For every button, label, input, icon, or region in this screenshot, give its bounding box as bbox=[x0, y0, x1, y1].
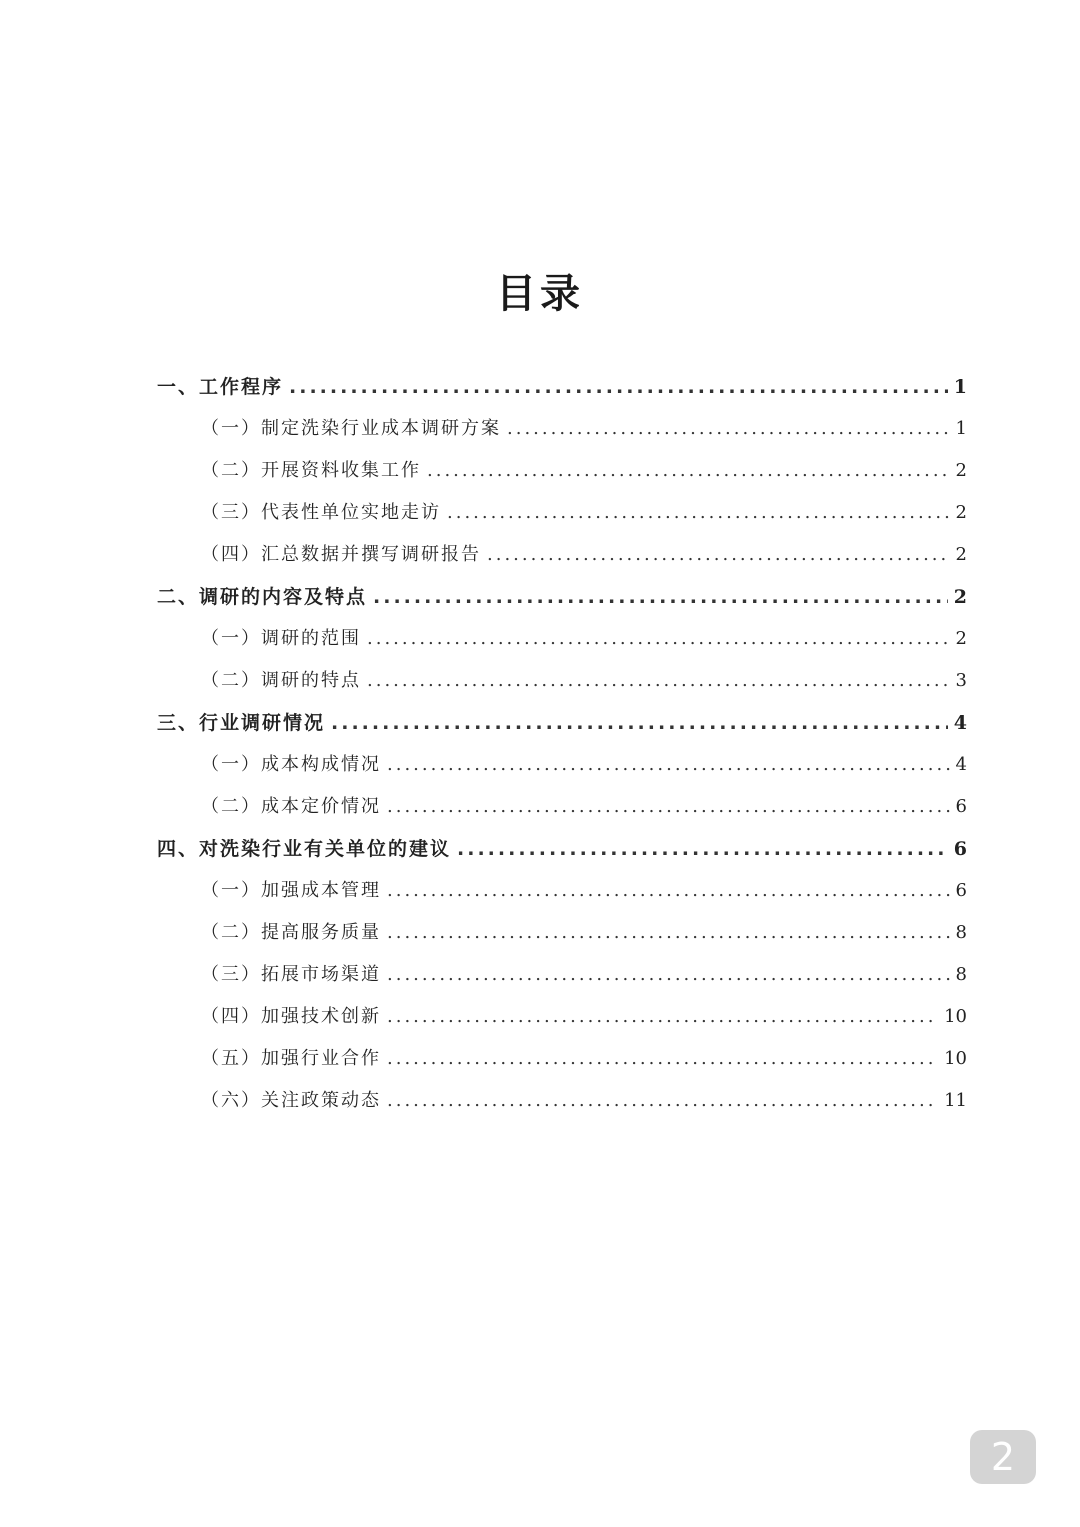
toc-entry-page: 2 bbox=[953, 586, 967, 608]
toc-entry-2-2[interactable] bbox=[157, 660, 967, 702]
toc-entry-4-3[interactable] bbox=[157, 954, 967, 996]
toc-entry-page: 6 bbox=[955, 880, 967, 901]
toc-entry-label: 四、对洗染行业有关单位的建议 bbox=[157, 838, 452, 860]
toc-entry-label: （四）加强技术创新 bbox=[201, 1006, 381, 1027]
toc-entry-1-4[interactable] bbox=[157, 534, 967, 576]
page-title: 目录 bbox=[496, 271, 584, 317]
toc-entry-3[interactable] bbox=[157, 702, 967, 744]
toc-leader-dots bbox=[387, 1038, 938, 1080]
toc-entry-2-1[interactable] bbox=[157, 618, 967, 660]
toc-entry-page: 4 bbox=[953, 712, 967, 734]
toc-leader-dots bbox=[387, 1080, 938, 1122]
toc-leader-dots bbox=[387, 744, 950, 786]
toc-entry-page: 2 bbox=[955, 502, 967, 523]
toc-leader-dots bbox=[367, 660, 950, 702]
toc-entry-label: （二）成本定价情况 bbox=[201, 796, 381, 817]
page-number-badge: 2 bbox=[970, 1430, 1036, 1484]
toc-entry-label: （三）拓展市场渠道 bbox=[201, 964, 381, 985]
toc-leader-dots bbox=[487, 534, 950, 576]
toc-leader-dots bbox=[427, 450, 950, 492]
toc-entry-label: 三、行业调研情况 bbox=[157, 712, 326, 734]
toc-leader-dots bbox=[331, 702, 948, 744]
toc-entry-page: 2 bbox=[955, 544, 967, 565]
toc-entry-label: （一）加强成本管理 bbox=[201, 880, 381, 901]
toc-entry-page: 2 bbox=[955, 460, 967, 481]
toc-leader-dots bbox=[367, 618, 950, 660]
toc-entry-label: （一）成本构成情况 bbox=[201, 754, 381, 775]
toc-entry-4-5[interactable] bbox=[157, 1038, 967, 1080]
toc-entry-label: （三）代表性单位实地走访 bbox=[201, 502, 441, 523]
toc-entry-page: 10 bbox=[944, 1006, 967, 1027]
toc-entry-label: （二）调研的特点 bbox=[201, 670, 361, 691]
toc-entry-4-1[interactable] bbox=[157, 870, 967, 912]
toc-entry-4[interactable] bbox=[157, 828, 967, 870]
toc-leader-dots bbox=[447, 492, 950, 534]
toc-leader-dots bbox=[387, 912, 950, 954]
toc-entry-label: （五）加强行业合作 bbox=[201, 1048, 381, 1069]
toc-entry-1[interactable] bbox=[157, 366, 967, 408]
toc-entry-page: 1 bbox=[955, 418, 967, 439]
toc-leader-dots bbox=[457, 828, 948, 870]
toc-entry-1-3[interactable] bbox=[157, 492, 967, 534]
table-of-contents bbox=[157, 366, 967, 1122]
toc-entry-label: （二）开展资料收集工作 bbox=[201, 460, 421, 481]
toc-leader-dots bbox=[507, 408, 950, 450]
toc-entry-3-2[interactable] bbox=[157, 786, 967, 828]
toc-leader-dots bbox=[387, 870, 950, 912]
toc-entry-label: （一）制定洗染行业成本调研方案 bbox=[201, 418, 501, 439]
toc-entry-page: 10 bbox=[944, 1048, 967, 1069]
toc-entry-page: 2 bbox=[955, 628, 967, 649]
toc-entry-1-1[interactable] bbox=[157, 408, 967, 450]
toc-entry-label: （六）关注政策动态 bbox=[201, 1090, 381, 1111]
toc-entry-1-2[interactable] bbox=[157, 450, 967, 492]
toc-entry-page: 11 bbox=[944, 1090, 967, 1111]
toc-entry-page: 4 bbox=[955, 754, 967, 775]
toc-entry-label: 二、调研的内容及特点 bbox=[157, 586, 368, 608]
toc-entry-3-1[interactable] bbox=[157, 744, 967, 786]
toc-entry-page: 6 bbox=[953, 838, 967, 860]
toc-leader-dots bbox=[289, 366, 948, 408]
toc-entry-4-6[interactable] bbox=[157, 1080, 967, 1122]
toc-leader-dots bbox=[373, 576, 948, 618]
toc-entry-label: （一）调研的范围 bbox=[201, 628, 361, 649]
toc-entry-4-4[interactable] bbox=[157, 996, 967, 1038]
toc-entry-2[interactable] bbox=[157, 576, 967, 618]
toc-leader-dots bbox=[387, 996, 938, 1038]
toc-leader-dots bbox=[387, 786, 950, 828]
toc-entry-label: 一、工作程序 bbox=[157, 376, 284, 398]
toc-entry-page: 8 bbox=[955, 964, 967, 985]
toc-entry-label: （四）汇总数据并撰写调研报告 bbox=[201, 544, 481, 565]
toc-entry-page: 1 bbox=[953, 376, 967, 398]
toc-entry-page: 8 bbox=[955, 922, 967, 943]
toc-entry-page: 6 bbox=[955, 796, 967, 817]
toc-entry-label: （二）提高服务质量 bbox=[201, 922, 381, 943]
toc-leader-dots bbox=[387, 954, 950, 996]
toc-entry-page: 3 bbox=[955, 670, 967, 691]
toc-entry-4-2[interactable] bbox=[157, 912, 967, 954]
